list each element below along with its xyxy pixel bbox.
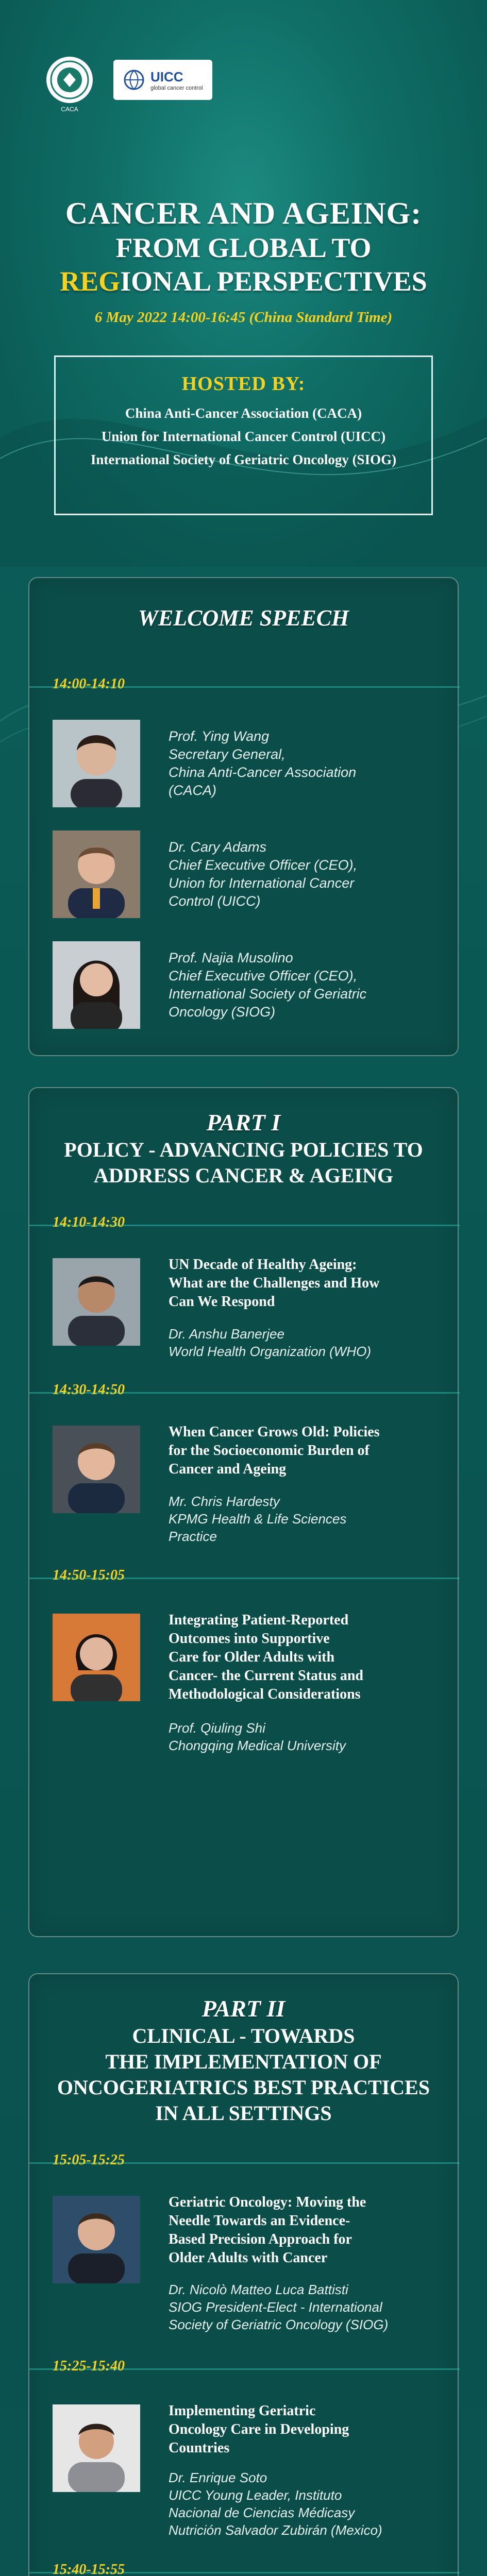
part-1-label: PART I <box>206 1109 281 1136</box>
talk-time: 15:05-15:25 <box>53 2152 125 2168</box>
speaker-role: China Anti-Cancer Association <box>169 765 357 780</box>
speaker-name: Mr. Chris Hardesty <box>169 1494 280 1509</box>
hosted-by-label: HOSTED BY: <box>181 373 306 395</box>
part-2-subtitle-line-2: THE IMPLEMENTATION OF <box>105 2050 382 2073</box>
speaker-role: UICC Young Leader, Instituto <box>169 2487 342 2503</box>
title-line-3-rest: IONAL PERSPECTIVES <box>120 266 427 297</box>
talk-time: 14:50-15:05 <box>53 1567 125 1583</box>
speaker-role: World Health Organization (WHO) <box>169 1344 371 1359</box>
speaker-role: Chief Executive Officer (CEO), <box>169 857 358 873</box>
welcome-title: WELCOME SPEECH <box>138 605 349 631</box>
talk-title-line: UN Decade of Healthy Ageing: <box>169 1257 357 1273</box>
talk-title <box>169 2402 462 2458</box>
speaker-info <box>169 1719 462 1754</box>
speaker-name: Prof. Ying Wang <box>169 728 270 744</box>
talk-title-line: Countries <box>169 2440 230 2456</box>
title-line-2: FROM GLOBAL TO <box>115 232 372 263</box>
uicc-globe-icon <box>123 69 145 91</box>
uicc-logo <box>113 60 212 100</box>
part-2-subtitle-line-1: CLINICAL - TOWARDS <box>132 2024 355 2047</box>
uicc-logo-tagline: global cancer control <box>150 84 203 91</box>
speaker-role: SIOG President-Elect - International <box>169 2299 382 2315</box>
speaker-role: Society of Geriatric Oncology (SIOG) <box>169 2317 389 2332</box>
speaker-info <box>169 727 462 800</box>
caca-logo-caption: CACA <box>61 106 78 113</box>
talk-title-line: Integrating Patient-Reported <box>169 1612 349 1628</box>
welcome-time: 14:00-14:10 <box>53 676 125 692</box>
speaker-photo-ying-wang <box>53 720 140 807</box>
caca-logo <box>46 57 93 103</box>
speaker-info <box>169 2281 462 2333</box>
part-2-subtitle-line-3: ONCOGERIATRICS BEST PRACTICES <box>57 2076 430 2099</box>
part-2-label: PART II <box>201 1995 286 2022</box>
speaker-info <box>169 1493 462 1545</box>
speaker-role: Control (UICC) <box>169 893 261 909</box>
host-siog: International Society of Geriatric Oncology (SIOG) <box>90 452 397 467</box>
talk-title-line: What are the Challenges and How <box>169 1275 380 1291</box>
talk-title-line: Cancer and Ageing <box>169 1461 287 1477</box>
speaker-photo-anshu-banerjee <box>53 1258 140 1346</box>
talk-title-line: for the Socioeconomic Burden of <box>169 1443 370 1459</box>
speaker-name: Dr. Anshu Banerjee <box>169 1326 284 1342</box>
talk-title-line: When Cancer Grows Old: Policies <box>169 1424 380 1440</box>
part-2-section <box>28 1973 459 2576</box>
event-date: 6 May 2022 14:00-16:45 (China Standard Time) <box>94 309 393 326</box>
speaker-info <box>169 949 462 1021</box>
speaker-role: KPMG Health & Life Sciences <box>169 1511 347 1527</box>
talk-time: 15:40-15:55 <box>53 2562 125 2576</box>
part-1-subtitle-line-1: POLICY - ADVANCING POLICIES TO <box>64 1138 423 1161</box>
logo-row <box>46 57 212 103</box>
speaker-info <box>169 2469 462 2539</box>
title-line-3 <box>0 265 487 297</box>
speaker-photo-enrique-soto <box>53 2404 140 2492</box>
talk-time: 14:30-14:50 <box>53 1382 125 1398</box>
speaker-role: Secretary General, <box>169 747 286 762</box>
speaker-photo-nicolo-battisti <box>53 2196 140 2283</box>
speaker-role: Nacional de Ciencias Médicasy <box>169 2505 355 2520</box>
speaker-name: Dr. Enrique Soto <box>169 2470 267 2485</box>
talk-title-line: Oncology Care in Developing <box>169 2421 349 2437</box>
speaker-role: Union for International Cancer <box>169 875 355 891</box>
hosted-by-box <box>54 355 433 515</box>
talk-title-line: Needle Towards an Evidence- <box>169 2213 350 2229</box>
part-2-subtitle-line-4: IN ALL SETTINGS <box>155 2102 332 2125</box>
title-line-1: CANCER AND AGEING: <box>65 196 422 230</box>
talk-title-line: Outcomes into Supportive <box>169 1631 330 1647</box>
speaker-name: Dr. Cary Adams <box>169 839 267 855</box>
talk-title <box>169 1423 462 1479</box>
speaker-name: Dr. Nicolò Matteo Luca Battisti <box>169 2282 348 2297</box>
speaker-role: Chongqing Medical University <box>169 1738 346 1753</box>
speaker-role: Oncology (SIOG) <box>169 1004 276 1020</box>
speaker-info <box>169 838 462 910</box>
talk-title <box>169 1256 462 1311</box>
speaker-role: International Society of Geriatric <box>169 986 367 1002</box>
uicc-logo-text: UICC <box>150 69 183 84</box>
speaker-name: Prof. Najia Musolino <box>169 950 293 965</box>
speaker-role: Practice <box>169 1529 217 1544</box>
talk-title-line: Care for Older Adults with <box>169 1649 335 1665</box>
talk-title-line: Based Precision Approach for <box>169 2231 352 2247</box>
host-uicc: Union for International Cancer Control (UICC) <box>101 429 386 444</box>
talk-time: 14:10-14:30 <box>53 1214 125 1230</box>
speaker-photo-najia-musolino <box>53 941 140 1029</box>
talk-title-line: Cancer- the Current Status and <box>169 1668 363 1684</box>
part-1-section <box>28 1087 459 1937</box>
talk-title-line: Geriatric Oncology: Moving the <box>169 2194 366 2210</box>
caca-emblem-icon <box>49 59 90 100</box>
speaker-role: Nutrición Salvador Zubirán (Mexico) <box>169 2522 382 2538</box>
speaker-photo-cary-adams <box>53 831 140 918</box>
speaker-photo-chris-hardesty <box>53 1426 140 1513</box>
speaker-role: Chief Executive Officer (CEO), <box>169 968 358 984</box>
host-caca: China Anti-Cancer Association (CACA) <box>125 405 362 421</box>
part-1-subtitle-line-2: ADDRESS CANCER & AGEING <box>93 1164 394 1187</box>
talk-title-line: Methodological Considerations <box>169 1686 361 1702</box>
talk-title <box>169 2193 462 2267</box>
talk-title-line: Implementing Geriatric <box>169 2403 316 2419</box>
speaker-role: (CACA) <box>169 783 216 798</box>
header-banner <box>0 0 487 567</box>
speaker-name: Prof. Qiuling Shi <box>169 1720 265 1736</box>
title-line-3-highlight: REG <box>60 266 121 297</box>
speaker-photo-qiuling-shi <box>53 1614 140 1701</box>
talk-time: 15:25-15:40 <box>53 2358 125 2374</box>
speaker-info <box>169 1325 462 1360</box>
talk-title <box>169 1611 462 1704</box>
talk-title-line: Can We Respond <box>169 1294 275 1310</box>
talk-title-line: Older Adults with Cancer <box>169 2250 328 2266</box>
welcome-speech-section <box>28 577 459 1056</box>
